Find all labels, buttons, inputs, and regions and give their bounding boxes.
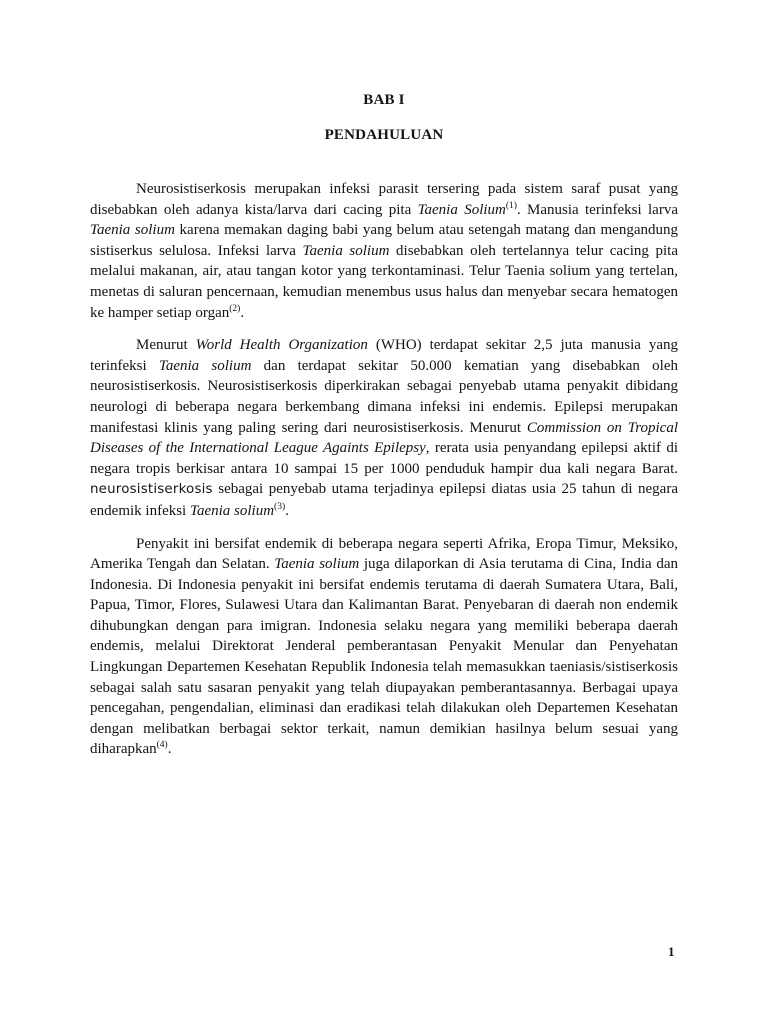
text-run: sebagai penyebab utama terjadinya epilepsi diatas usia 25 tahun di negara endemik infeksi bbox=[90, 481, 678, 519]
citation-superscript: (1) bbox=[505, 200, 517, 211]
text-run: karena memakan daging babi yang belum atau setengah matang dan mengandung sistiserkus selulosa. Infeksi larva bbox=[90, 222, 678, 259]
page-number: 1 bbox=[668, 944, 675, 959]
italic-term: Taenia solium bbox=[90, 222, 175, 239]
text-run: . bbox=[285, 502, 289, 519]
italic-term: World Health Organization bbox=[195, 337, 368, 354]
italic-term: Taenia solium bbox=[189, 502, 275, 519]
italic-term: Commission on Tropical Diseases of the International League Againts Epilepsy bbox=[90, 419, 678, 457]
chapter-number: BAB I bbox=[363, 92, 405, 108]
text-run: . bbox=[240, 304, 245, 321]
citation-superscript: (2) bbox=[229, 303, 241, 314]
text-run: . bbox=[167, 741, 172, 758]
paragraph-3 bbox=[90, 534, 678, 761]
italic-term: Taenia solium bbox=[158, 357, 252, 374]
text-run: Neurosistiserkosis merupakan infeksi parasit tersering pada sistem saraf pusat yang disebabkan oleh adanya kista/larva dari cacing pita bbox=[90, 181, 678, 218]
text-run: Penyakit ini bersifat endemik di beberapa negara seperti Afrika, Eropa Timur, Meksiko, Amerika Tengah dan Selatan. bbox=[90, 535, 678, 573]
text-run: disebabkan oleh tertelannya telur cacing pita melalui makanan, air, atau tangan kotor yang terkontaminasi. Telur Taenia solium yang tertelan, menetas di saluran pencernaan, kemudian menembus usus halus dan menyebar secara hematogen ke hamper setiap organ bbox=[90, 242, 678, 321]
citation-superscript: (3) bbox=[274, 501, 286, 512]
paragraph-2 bbox=[90, 335, 678, 521]
text-run: Menurut bbox=[136, 337, 196, 354]
chapter-title: PENDAHULUAN bbox=[324, 127, 444, 143]
text-run: (WHO) terdapat sekitar 2,5 juta manusia yang terinfeksi bbox=[90, 337, 678, 374]
styled-term: neurosistiserkosis bbox=[90, 482, 213, 498]
italic-term: Taenia solium bbox=[274, 556, 360, 573]
text-run: dan terdapat sekitar 50.000 kematian yang disebabkan oleh neurosistiserkosis. Neurosistiserkosis diperkirakan sebagai penyebab utama penyakit dibidang neurologi di beberapa negara berkembang dimana infeksi ini endemis. Epilepsi merupakan manifestasi klinis yang paling sering dari neurosistiserkosis. Menurut bbox=[90, 357, 678, 436]
citation-superscript: (4) bbox=[156, 740, 168, 751]
italic-term: Taenia solium bbox=[302, 242, 390, 259]
body-text bbox=[90, 179, 678, 760]
paragraph-1 bbox=[90, 179, 678, 323]
italic-term: Taenia Solium bbox=[417, 201, 506, 218]
text-run: . Manusia terinfeksi larva bbox=[516, 201, 678, 218]
text-run: , rerata usia penyandang epilepsi aktif di negara tropis berkisar antara 10 sampai 15 per 1000 penduduk hampir dua kali negara Barat. bbox=[90, 440, 678, 477]
text-run: juga dilaporkan di Asia terutama di Cina, India dan Indonesia. Di Indonesia penyakit ini bersifat endemis terutama di daerah Sumatera Utara, Bali, Papua, Timor, Flores, Sulawesi Utara dan Kalimantan Barat. Penyebaran di daerah non endemik dihubungkan dengan para imigran. Indonesia selaku negara yang memiliki beberapa daerah endemis, melalui Direktorat Jenderal pemberantasan Penyakit Menular dan Penyehatan Lingkungan Departemen Kesehatan Republik Indonesia telah memasukkan taeniasis/sistiserkosis sebagai salah satu sasaran penyakit yang telah diupayakan pemberantasannya. Berbagai upaya pencegahan, pengendalian, eliminasi dan eradikasi telah dilakukan oleh Departemen Kesehatan dengan melibatkan berbagai sektor terkait, namun demikian hasilnya belum sesuai yang diharapkan bbox=[90, 556, 678, 758]
